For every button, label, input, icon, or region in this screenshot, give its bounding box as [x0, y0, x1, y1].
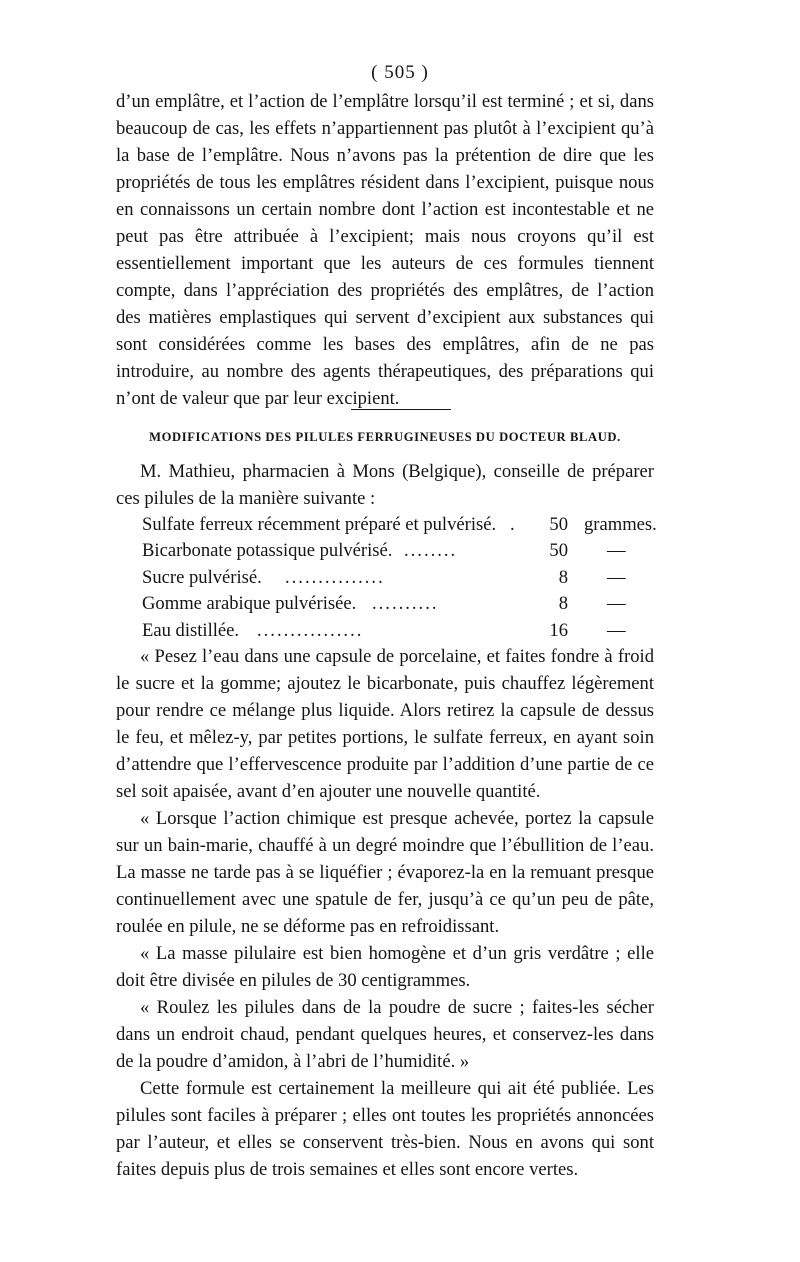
- instructions-block: [116, 643, 654, 1183]
- ingredient-quantity: 8: [558, 566, 568, 588]
- ingredient-name: Gomme arabique pulvérisée.: [142, 593, 357, 615]
- leader-dots: .: [510, 514, 517, 535]
- ingredient-quantity: 8: [558, 593, 568, 615]
- opening-paragraph: d’un emplâtre, et l’action de l’emplâtre lorsqu’il est terminé ; et si, dans beaucoup de cas, les effets n’appartiennent pas plutôt à l’excipient qu’à la base de l’emplâtre. Nous n’avons pas la prétention de dire que les propriétés de tous les emplâtres résident dans l’excipient, puisque nous en connaissons un certain nombre dont l’action est incontestable et ne peut pas être attribuée à l’excipient; mais nous croyons qu’il est essentiellement important que les auteurs de ces formules tiennent compte, dans l’appréciation des propriétés des emplâtres, de l’action des matières emplastiques qui servent d’excipient aux substances qui sont considérées comme les bases des emplâtres, afin de ne pas introduire, au nombre des agents thérapeutiques, des préparations qui n’ont de valeur que par leur excipient.: [116, 91, 654, 409]
- intro-block: [116, 458, 654, 512]
- page-number: ( 505 ): [371, 62, 429, 83]
- ditto-dash: —: [607, 593, 626, 615]
- section-heading: MODIFICATIONS DES PILULES FERRUGINEUSES DU DOCTEUR BLAUD.: [149, 430, 621, 444]
- closing-paragraph: Cette formule est certainement la meilleure qui ait été publiée. Les pilules sont faciles à préparer ; elles ont toutes les propriétés annoncées par l’auteur, et elles se conservent très-bien. Nous en avons qui sont faites depuis plus de trois semaines et elles sont encore vertes.: [116, 1078, 654, 1180]
- opening-paragraph-block: [116, 88, 654, 412]
- leader-dots: ................: [257, 619, 364, 641]
- recipe-table: [142, 512, 662, 644]
- ingredient-unit: grammes.: [584, 514, 657, 535]
- ingredient-quantity: 50: [549, 514, 568, 535]
- ditto-dash: —: [607, 619, 626, 641]
- leader-dots: ........: [404, 540, 458, 562]
- leader-dots: ..........: [372, 593, 439, 615]
- recipe-row: [142, 565, 662, 591]
- ingredient-quantity: 50: [549, 540, 568, 562]
- body-paragraph: « Roulez les pilules dans de la poudre de sucre ; faites-les sécher dans un endroit chaud, pendant quelques heures, et conservez-les dans de la poudre d’amidon, à l’abri de l’humidité. »: [116, 997, 654, 1072]
- intro-paragraph: M. Mathieu, pharmacien à Mons (Belgique), conseille de préparer ces pilules de la manière suivante :: [116, 461, 654, 509]
- recipe-row: [142, 618, 662, 644]
- ingredient-name: Bicarbonate potassique pulvérisé.: [142, 540, 393, 562]
- ingredient-quantity: 16: [549, 619, 568, 641]
- leader-dots: ...............: [285, 566, 385, 588]
- section-divider: [351, 409, 451, 410]
- ingredient-name: Eau distillée.: [142, 619, 240, 641]
- body-paragraph: « Lorsque l’action chimique est presque achevée, portez la capsule sur un bain-marie, chauffé à un degré moindre que l’ébullition de l’eau. La masse ne tarde pas à se liquéfier ; évaporez-la en la remuant presque continuellement avec une spatule de fer, jusqu’à ce qu’un peu de pâte, roulée en pilule, ne se déforme pas en refroidissant.: [116, 808, 654, 937]
- ditto-dash: —: [607, 566, 626, 588]
- recipe-row: [142, 512, 662, 538]
- recipe-row: [142, 538, 662, 564]
- ditto-dash: —: [607, 540, 626, 562]
- body-paragraph: « Pesez l’eau dans une capsule de porcelaine, et faites fondre à froid le sucre et la gomme; ajoutez le bicarbonate, puis chauffez légèrement pour rendre ce mélange plus liquide. Alors retirez la capsule de dessus le feu, et mêlez-y, par petites portions, le sulfate ferreux, en ayant soin d’attendre que l’effervescence produite par l’addition d’une partie de ce sel soit apaisée, avant d’en ajouter une nouvelle quantité.: [116, 646, 654, 802]
- ingredient-name: Sulfate ferreux récemment préparé et pulvérisé.: [142, 514, 497, 535]
- recipe-row: [142, 591, 662, 617]
- body-paragraph: « La masse pilulaire est bien homogène et d’un gris verdâtre ; elle doit être divisée en pilules de 30 centigrammes.: [116, 943, 654, 991]
- ingredient-name: Sucre pulvérisé.: [142, 566, 262, 588]
